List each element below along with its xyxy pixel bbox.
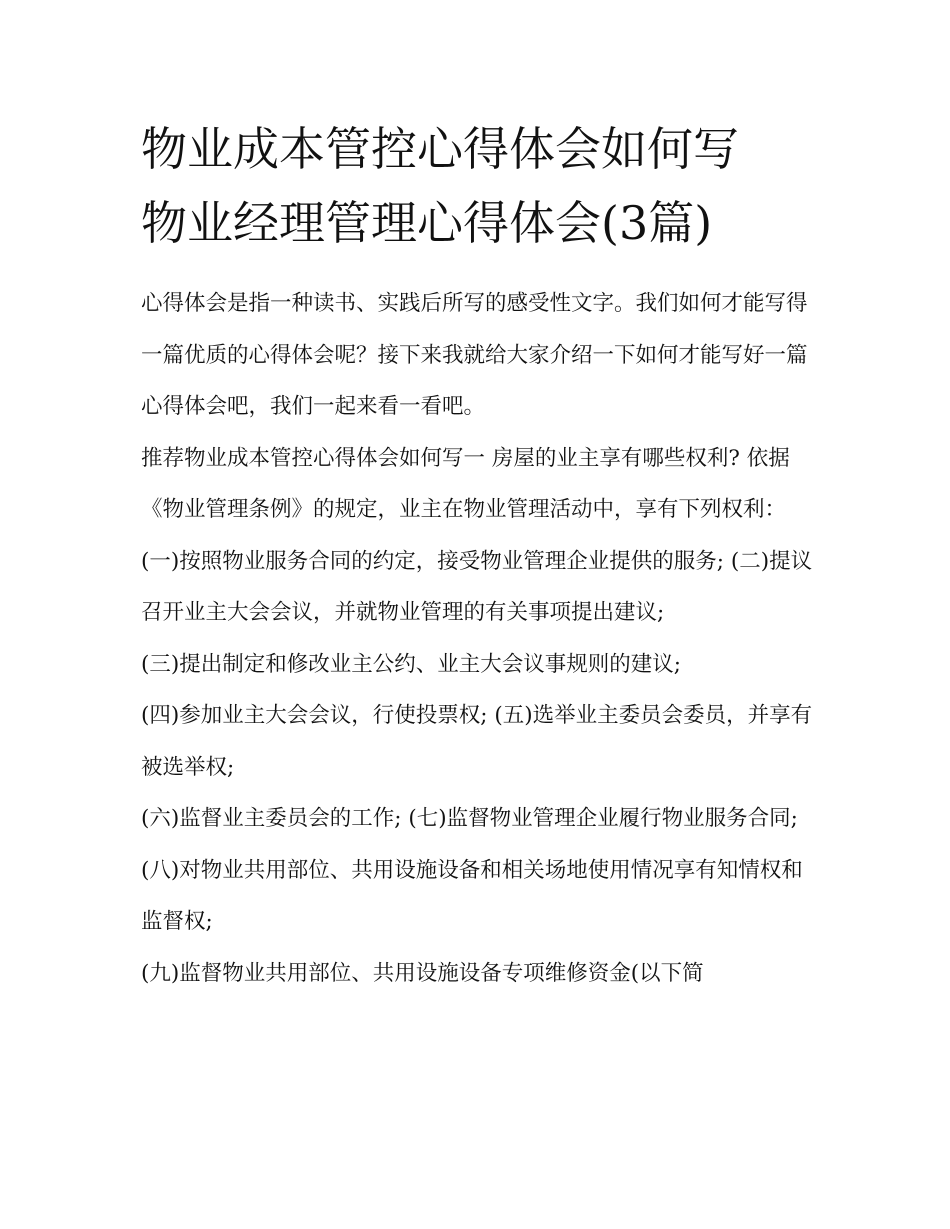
rights-item-1-2: (一)按照物业服务合同的约定，接受物业管理企业提供的服务; (二)提议召开业主大会会议，并就物业管理的有关事项提出建议; bbox=[141, 548, 813, 625]
rights-item-4-5: (四)参加业主大会会议，行使投票权; (五)选举业主委员会委员，并享有被选举权; bbox=[141, 703, 813, 780]
title-line-1: 物业成本管控心得体会如何写 bbox=[141, 122, 739, 176]
rights-item-9: (九)监督物业共用部位、共用设施设备专项维修资金(以下简 bbox=[141, 960, 704, 986]
rights-intro-paragraph: 推荐物业成本管控心得体会如何写一 房屋的业主享有哪些权利? 依据《物业管理条例》的规定，业主在物业管理活动中，享有下列权利： bbox=[141, 445, 790, 522]
rights-item-6-8: (六)监督业主委员会的工作; (七)监督物业管理企业履行物业服务合同; (八)对物业共用部位、共用设施设备和相关场地使用情况享有知情权和监督权; bbox=[141, 806, 803, 934]
intro-paragraph: 心得体会是指一种读书、实践后所写的感受性文字。我们如何才能写得一篇优质的心得体会呢？接下来我就给大家介绍一下如何才能写好一篇心得体会吧，我们一起来看一看吧。 bbox=[141, 291, 808, 419]
document-content bbox=[141, 112, 813, 999]
document-title bbox=[141, 112, 813, 260]
rights-item-3: (三)提出制定和修改业主公约、业主大会议事规则的建议; bbox=[141, 651, 682, 677]
title-line-2: 物业经理管理心得体会(3篇) bbox=[141, 196, 713, 250]
